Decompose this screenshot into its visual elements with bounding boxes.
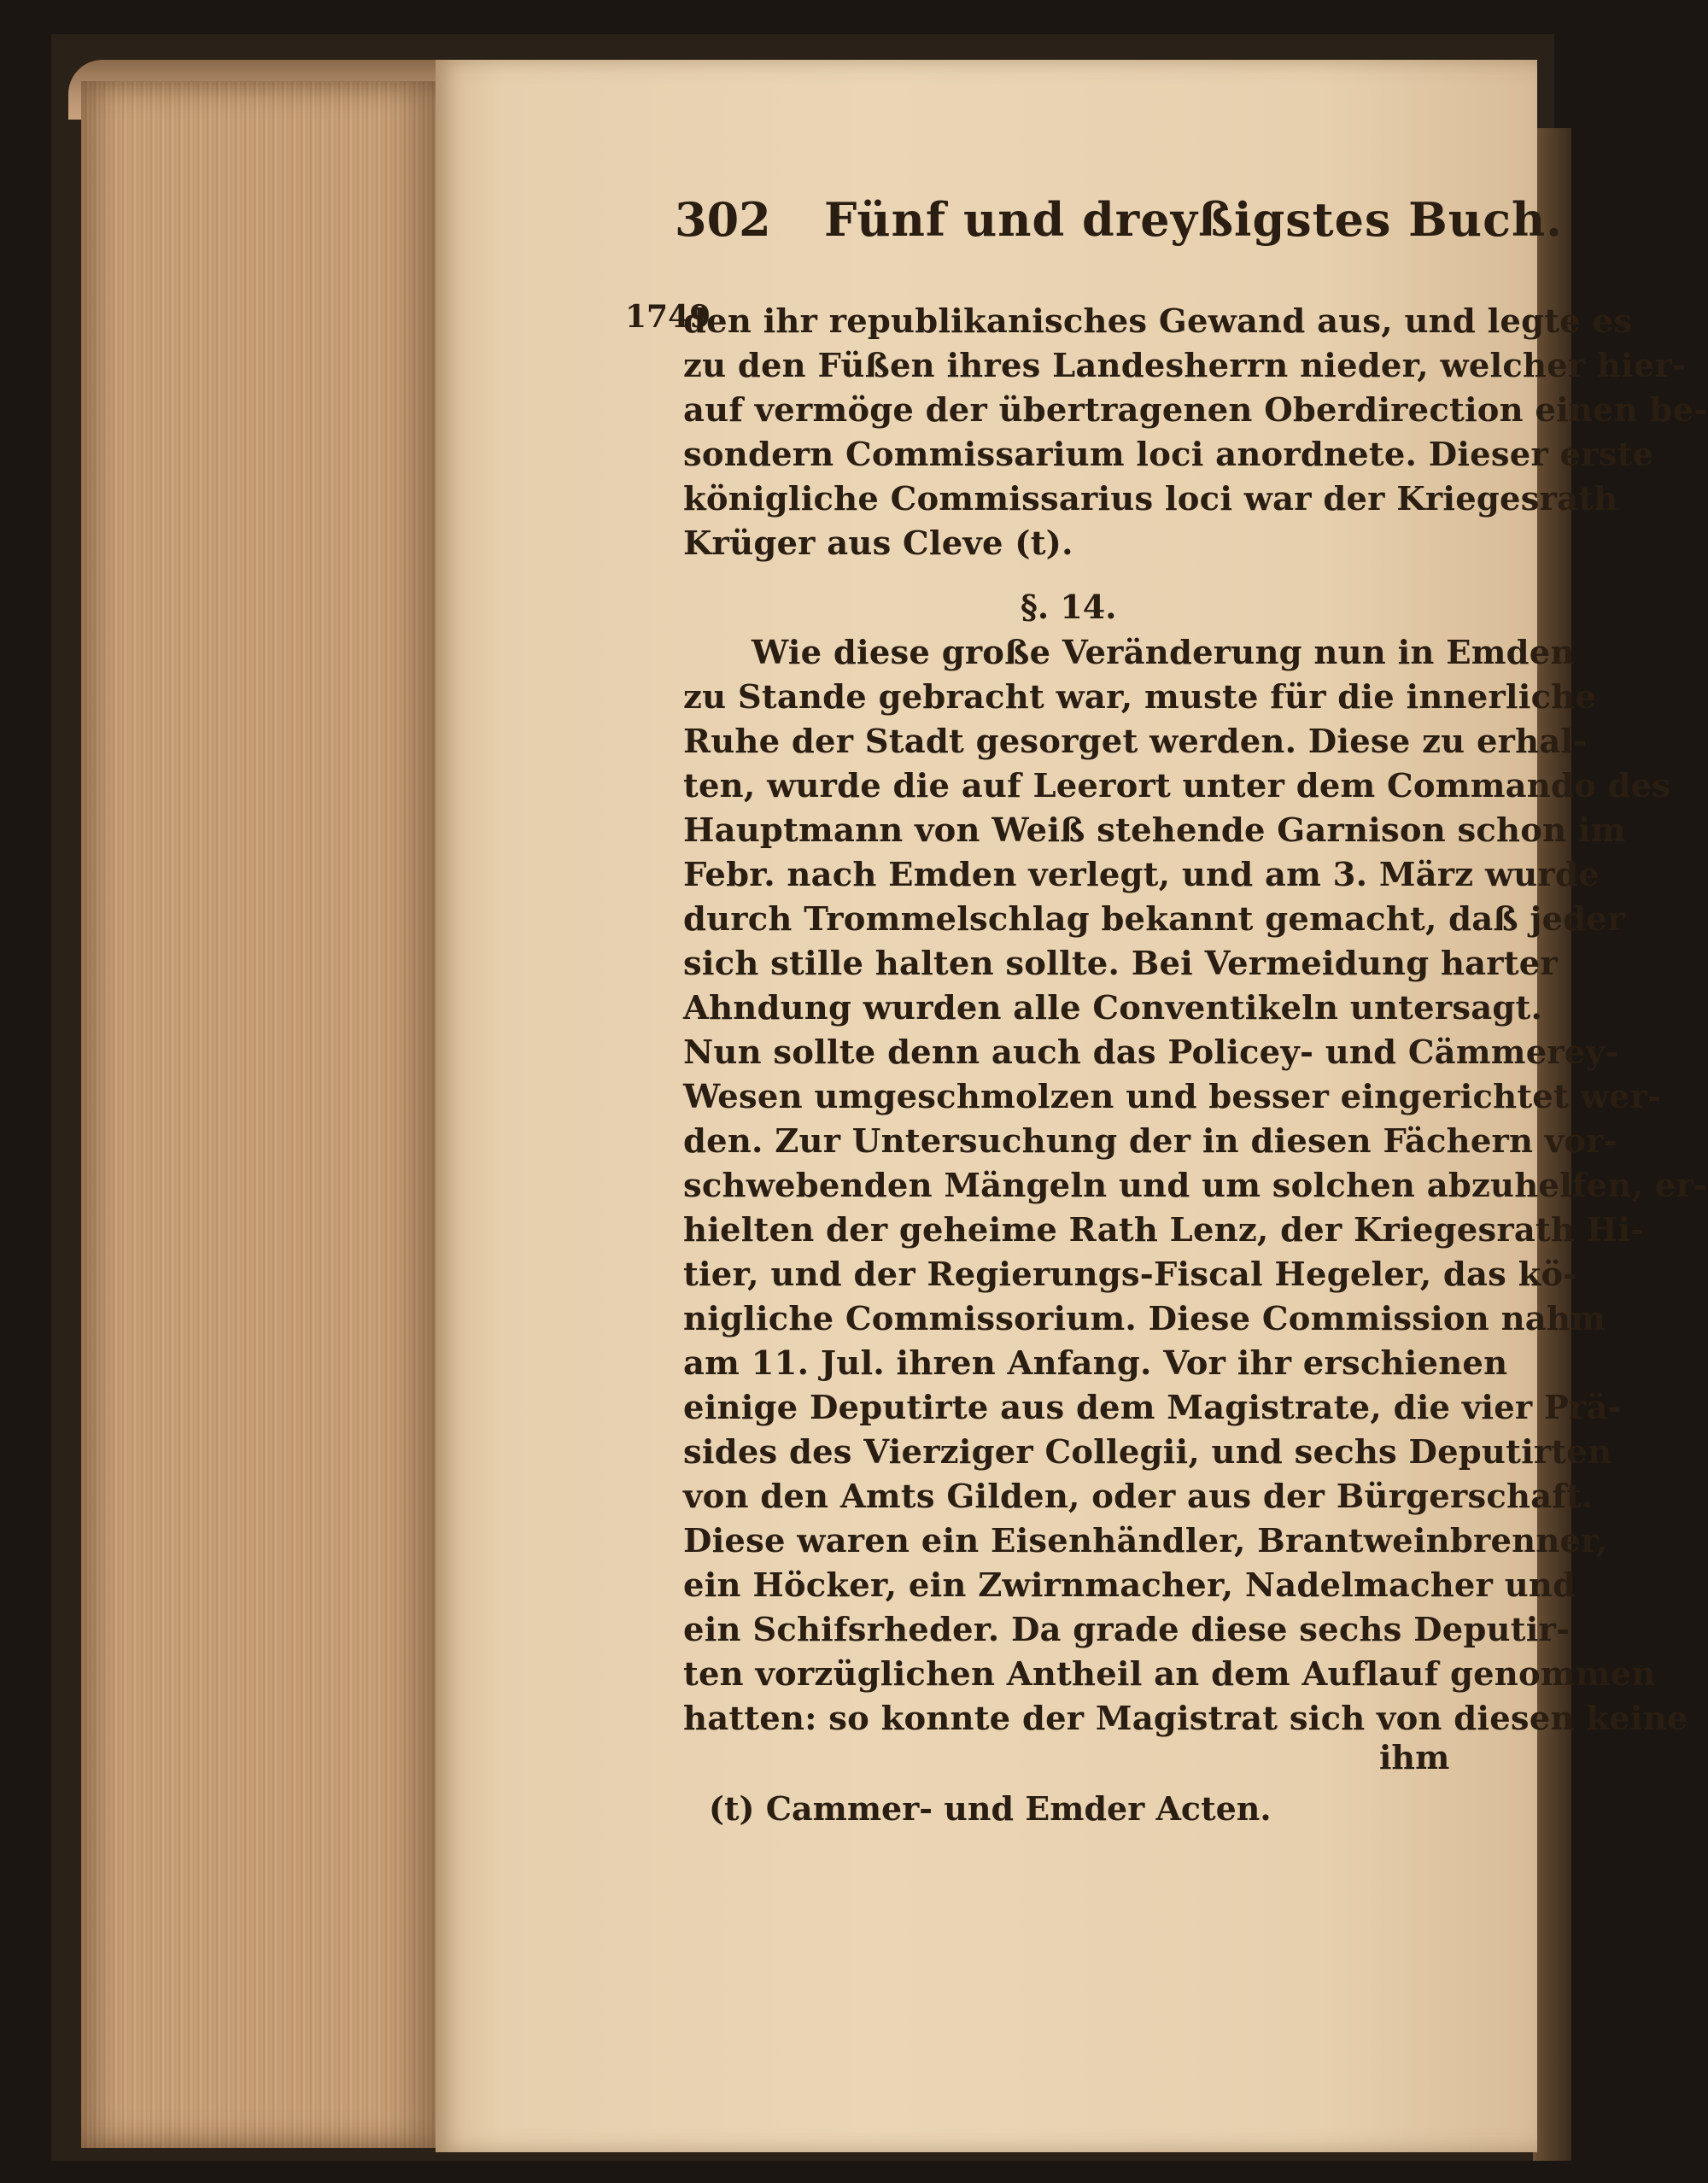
text-line: schwebenden Mängeln und um solchen abzuhelfen, er- [683,1167,1708,1205]
text-line: Wesen umgeschmolzen und besser eingerichtet wer- [683,1078,1662,1116]
text-line: nigliche Commissorium. Diese Commission nahm [683,1300,1606,1338]
text-line: ten, wurde die auf Leerort unter dem Commando des [683,767,1671,805]
text-line: Wie diese große Veränderung nun in Emden [752,634,1575,672]
text-line: zu Stande gebracht war, muste für die innerliche [683,678,1597,717]
text-line: Ahndung wurden alle Conventikeln untersagt. [683,989,1543,1027]
text-line: durch Trommelschlag bekannt gemacht, daß jeder [683,900,1625,939]
text-line: ein Schifsrheder. Da grade diese sechs Deputir- [683,1611,1571,1649]
margin-year: 1749 [625,299,711,335]
text-line: zu den Füßen ihres Landesherrn nieder, welcher hier- [683,347,1687,385]
text-line: hatten: so konnte der Magistrat sich von diesen keine [683,1700,1688,1738]
text-line: den ihr republikanisches Gewand aus, und legte es [683,302,1633,341]
catchword: ihm [1379,1738,1450,1776]
text-line: Ruhe der Stadt gesorget werden. Diese zu erhal- [683,723,1588,761]
text-line: am 11. Jul. ihren Anfang. Vor ihr erschienen [683,1344,1508,1383]
text-line: den. Zur Untersuchung der in diesen Fächern vor- [683,1122,1617,1161]
text-line: sich stille halten sollte. Bei Vermeidung harter [683,945,1558,983]
text-line: tier, und der Regierungs-Fiscal Hegeler, das kö- [683,1255,1577,1294]
text-line: Diese waren ein Eisenhändler, Brantweinbrenner, [683,1522,1608,1560]
page-header [675,192,1564,269]
text-line: einige Deputirte aus dem Magistrate, die vier Prä- [683,1389,1622,1427]
footnote: (t) Cammer- und Emder Acten. [709,1789,1272,1828]
text-line: sondern Commissarium loci anordnete. Dieser erste [683,436,1654,474]
text-line: sides des Vierziger Collegii, und sechs Deputirten [683,1433,1612,1472]
text-line: königliche Commissarius loci war der Kriegesrath [683,480,1618,518]
text-line: Febr. nach Emden verlegt, und am 3. März wurde [683,856,1600,894]
text-line: hielten der geheime Rath Lenz, der Kriegesrath Hi- [683,1211,1645,1250]
text-line: von den Amts Gilden, oder aus der Bürgerschaft. [683,1478,1594,1516]
text-line: Krüger aus Cleve (t). [683,524,1073,563]
text-line: ten vorzüglichen Antheil an dem Auflauf genommen [683,1655,1656,1694]
text-line: Nun sollte denn auch das Policey- und Cämmerey- [683,1033,1619,1072]
text-line: auf vermöge der übertragenen Oberdirection einen be- [683,391,1708,430]
text-line: ein Höcker, ein Zwirnmacher, Nadelmacher und [683,1566,1576,1605]
running-title: Fünf und dreyßigstes Buch. [824,192,1564,247]
section-heading: §. 14. [1021,588,1117,626]
page-number: 302 [675,192,771,247]
text-line: Hauptmann von Weiß stehende Garnison schon im [683,811,1626,850]
